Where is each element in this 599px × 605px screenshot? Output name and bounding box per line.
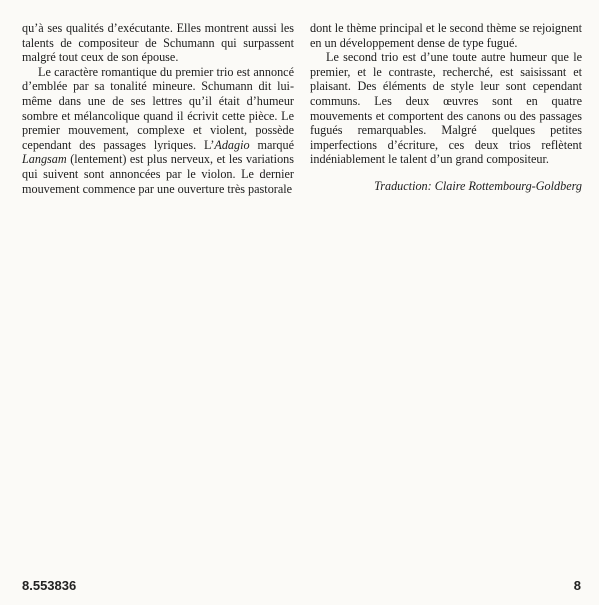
paragraph-second-trio: Le second trio est d’une toute autre humeur que le premier, et le contraste, recherché, est saisissant et plaisant. Des éléments de style leur sont cependant communs. Les deux œuvres sont en quatre mouvements et comportent des canons ou des passages fugués remarquables. Malgré quelques petites imperfections d’écriture, ces deux trios reflètent indéniablement le talent d’un grand compositeur.: [310, 50, 582, 167]
italic-term-langsam: Langsam: [22, 152, 67, 167]
paragraph-text: marqué: [249, 137, 295, 152]
catalog-number: 8.553836: [22, 578, 77, 593]
right-text-column: [310, 21, 582, 194]
italic-term-adagio: Adagio: [214, 137, 250, 152]
page-number: 8: [573, 578, 581, 593]
paragraph-first-trio: [22, 65, 294, 196]
paragraph-continuation: qu’à ses qualités d’exécutante. Elles montrent aussi les talents de compositeur de Schumann qui surpassent malgré tout ceux de son épouse.: [22, 21, 294, 65]
paragraph-text: (lentement) est plus nerveux, et les variations qui suivent sont annoncées par le violon. Le dernier mouvement commence par une ouverture très pastorale: [22, 152, 294, 196]
paragraph-text: Le caractère romantique du premier trio est annoncé d’emblée par sa tonalité mineure. Schumann dit lui-même dans une de ses lettres qu’il était d’humeur sombre et mélancolique quand il écrivit cette pièce. Le premier mouvement, complexe et violent, possède cependant des passages lyriques. L’: [22, 64, 294, 152]
translation-credit: Traduction: Claire Rottembourg-Goldberg: [374, 178, 582, 193]
left-text-column: [22, 21, 294, 196]
paragraph-continuation: dont le thème principal et le second thème se rejoignent en un développement dense de type fugué.: [310, 21, 582, 50]
